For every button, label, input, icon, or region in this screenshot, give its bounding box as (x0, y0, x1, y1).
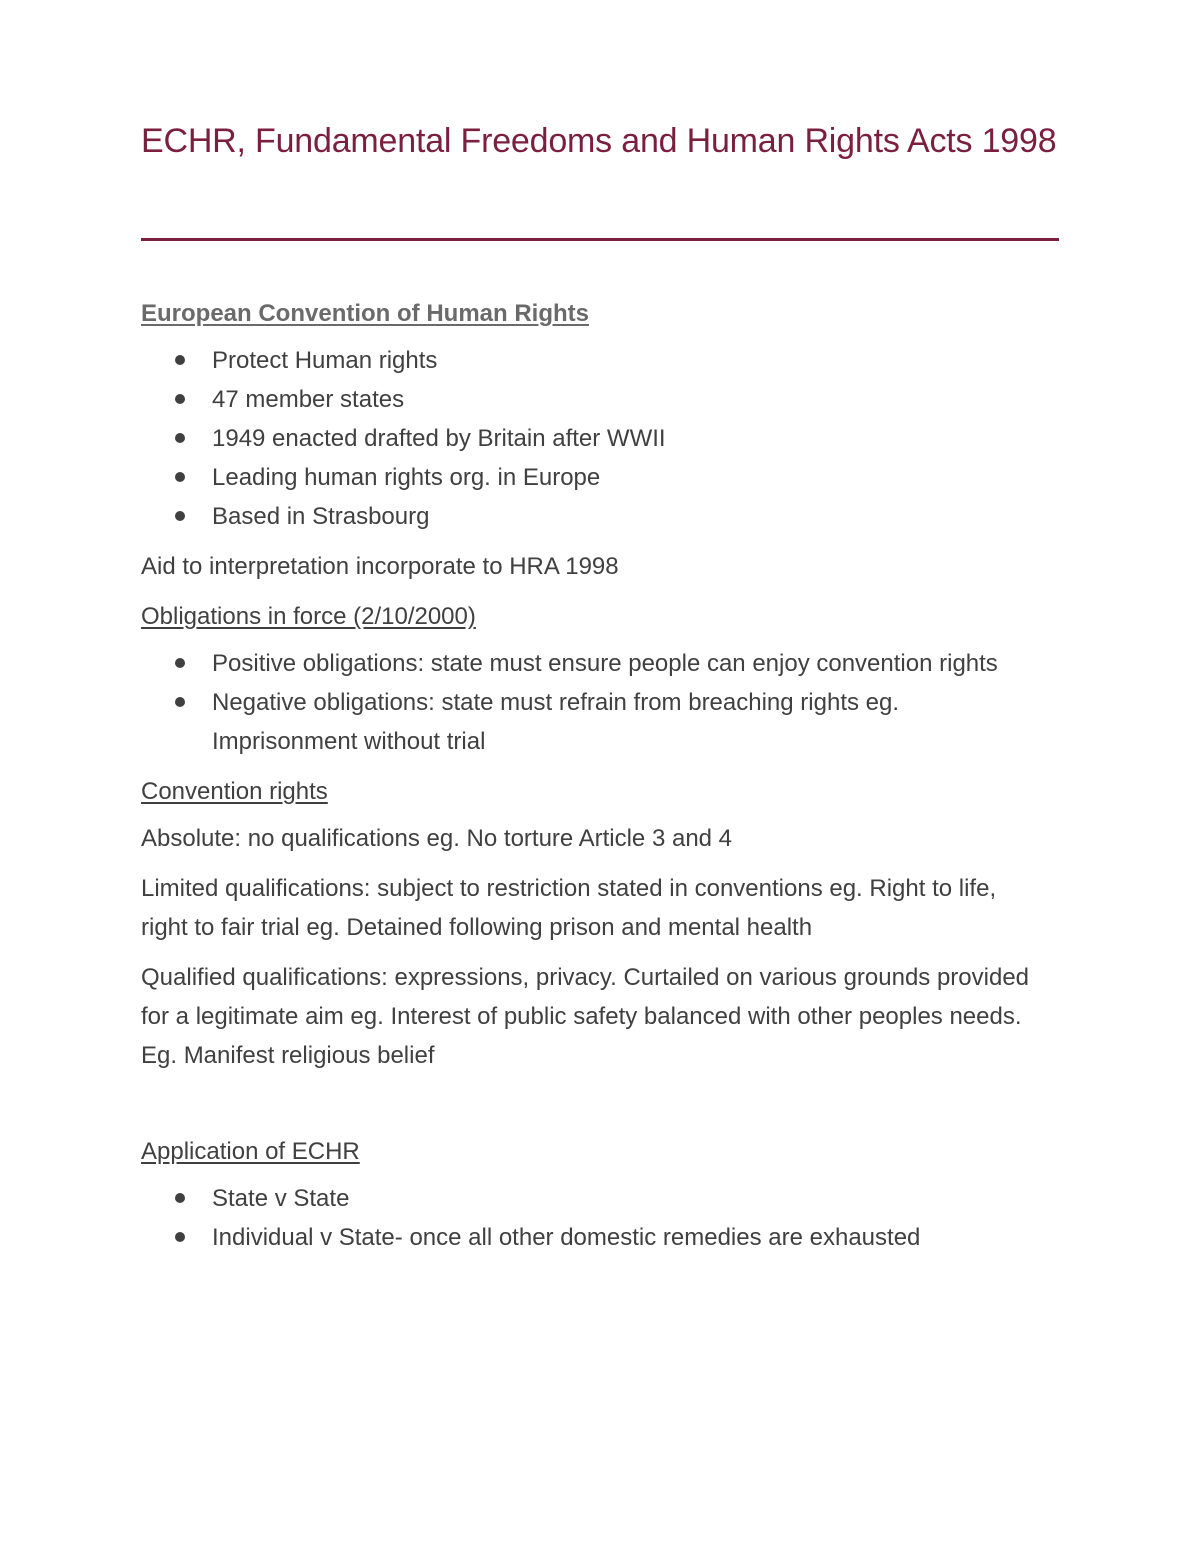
list-item (141, 497, 1032, 536)
list-item (141, 683, 1032, 761)
list-item (141, 1218, 1032, 1257)
list-item-text: Leading human rights org. in Europe (212, 464, 601, 491)
section-heading-convention-rights: Convention rights (141, 778, 328, 805)
qualified-qualifications-paragraph: Qualified qualifications: expressions, privacy. Curtailed on various grounds provided for a legitimate aim eg. Interest of public safety balanced with other peoples needs. Eg. Manifest religious belief (141, 964, 1030, 1069)
bullet-icon (175, 697, 185, 707)
list-item-text: 1949 enacted drafted by Britain after WWII (212, 425, 666, 452)
obligations-bullet-list (141, 644, 1041, 761)
bullet-icon (175, 658, 185, 668)
list-item-text: Protect Human rights (212, 347, 438, 374)
absolute-rights-paragraph: Absolute: no qualifications eg. No torture Article 3 and 4 (141, 825, 733, 852)
list-item (141, 1179, 1032, 1218)
list-item (141, 458, 1032, 497)
application-bullet-list (141, 1179, 1041, 1257)
section-heading-echr: European Convention of Human Rights (141, 300, 589, 327)
limited-qualifications-paragraph: Limited qualifications: subject to restriction stated in conventions eg. Right to life, right to fair trial eg. Detained following prison and mental health (141, 875, 997, 941)
list-item (141, 644, 1032, 683)
bullet-icon (175, 433, 185, 443)
bullet-icon (175, 1232, 185, 1242)
list-item-text: Positive obligations: state must ensure people can enjoy convention rights (212, 650, 998, 677)
bullet-icon (175, 1193, 185, 1203)
list-item-text: Individual v State- once all other domestic remedies are exhausted (212, 1224, 921, 1251)
list-item-text: Based in Strasbourg (212, 503, 430, 530)
bullet-icon (175, 394, 185, 404)
echr-bullet-list (141, 341, 1041, 536)
bullet-icon (175, 355, 185, 365)
bullet-icon (175, 511, 185, 521)
list-item-text: 47 member states (212, 386, 405, 413)
document-body (141, 294, 1041, 1268)
blank-line (141, 1086, 1041, 1132)
list-item (141, 341, 1032, 380)
list-item-text: State v State (212, 1185, 350, 1212)
bullet-icon (175, 472, 185, 482)
list-item-text: Negative obligations: state must refrain from breaching rights eg. Imprisonment without trial (212, 689, 900, 755)
aid-paragraph: Aid to interpretation incorporate to HRA 1998 (141, 553, 619, 580)
section-heading-application: Application of ECHR (141, 1138, 360, 1165)
list-item (141, 380, 1032, 419)
title-divider (141, 238, 1059, 241)
list-item (141, 419, 1032, 458)
section-heading-obligations: Obligations in force (2/10/2000) (141, 603, 476, 630)
document-title: ECHR, Fundamental Freedoms and Human Rights Acts 1998 (141, 122, 1057, 160)
